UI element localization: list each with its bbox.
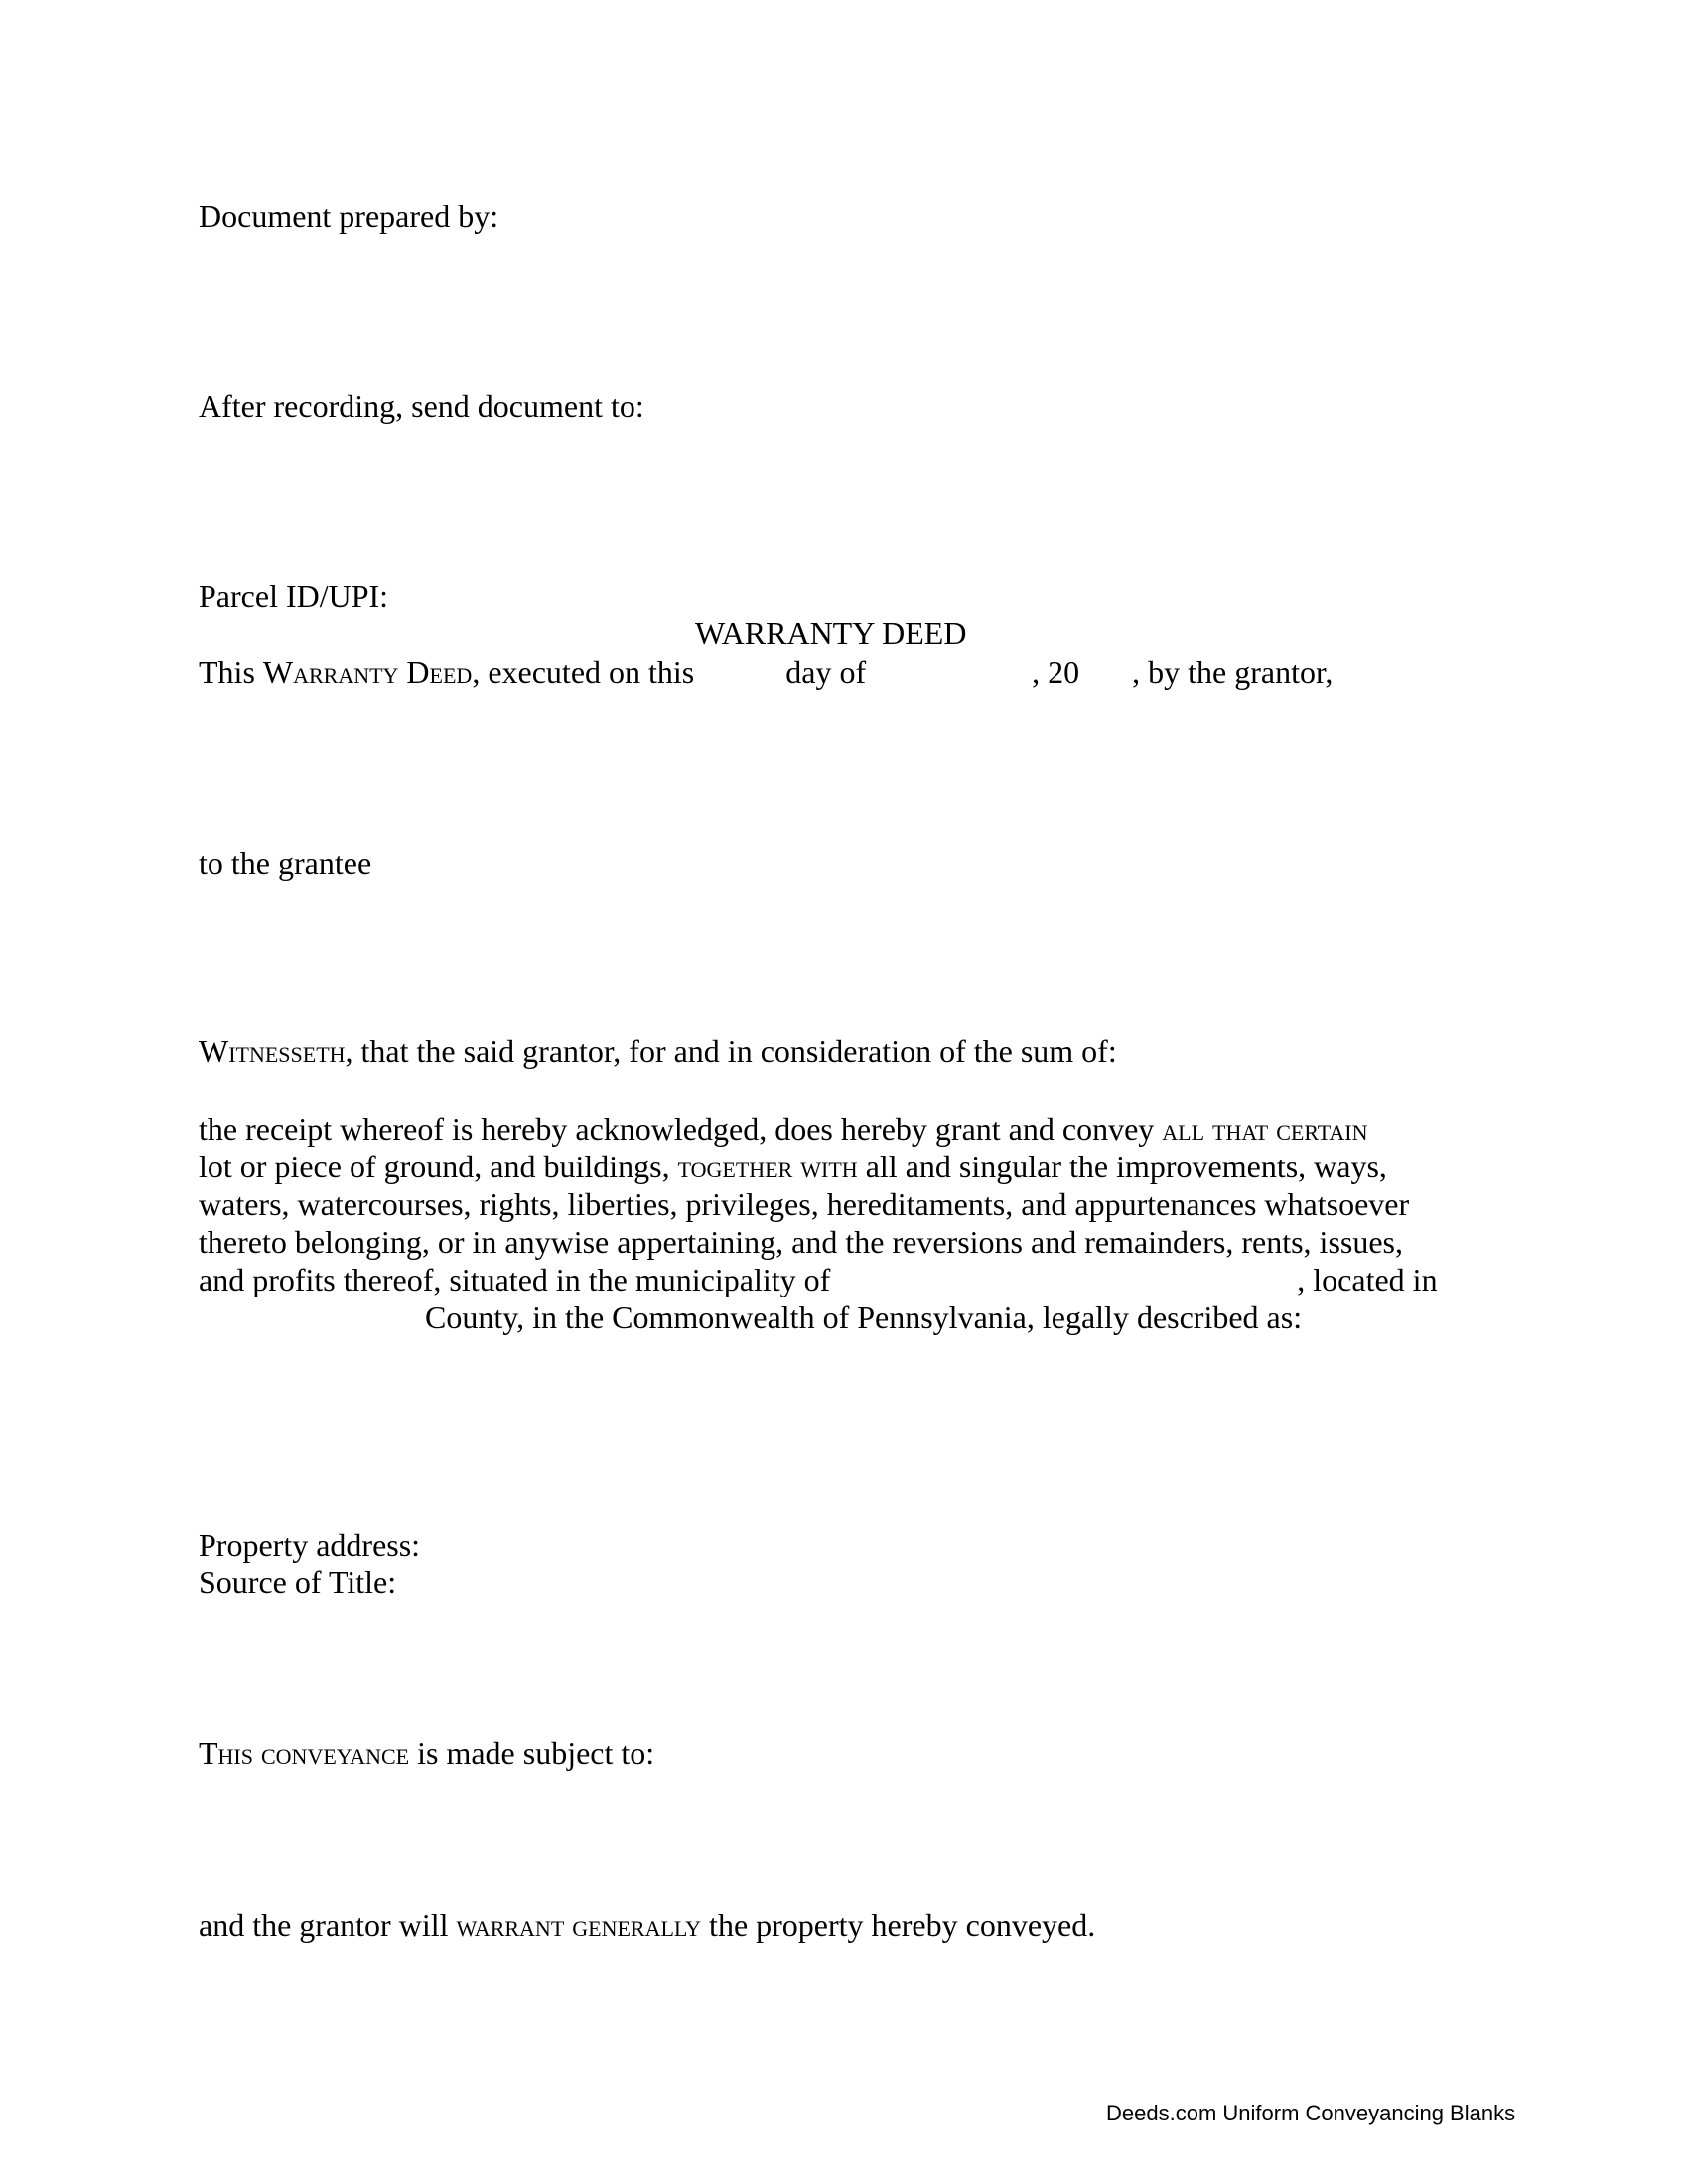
- subject-text: is made subject to:: [409, 1735, 655, 1771]
- conveyance-line-5: [199, 1261, 1438, 1298]
- witnesseth-keyword: Witnesseth: [199, 1033, 346, 1069]
- conveyance-line-3: waters, watercourses, rights, liberties, privileges, hereditaments, and appurtenances whatsoever: [199, 1186, 1410, 1222]
- subject-to-line: [199, 1734, 654, 1772]
- conveyance-text: , located in: [1297, 1262, 1438, 1297]
- parcel-id-label: Parcel ID/UPI:: [199, 578, 389, 614]
- together-with: together with: [677, 1149, 858, 1184]
- intro-line: [199, 653, 1333, 691]
- conveyance-text: and profits thereof, situated in the municipality of: [199, 1262, 831, 1297]
- intro-executed-on: , executed on this: [472, 654, 695, 690]
- intro-this: This: [199, 654, 263, 690]
- intro-day-of: day of: [785, 654, 867, 690]
- all-that-certain: all that certain: [1162, 1111, 1368, 1147]
- conveyance-line-1: [199, 1110, 1368, 1148]
- source-of-title-label: Source of Title:: [199, 1565, 397, 1600]
- grantee-label: to the grantee: [199, 845, 372, 881]
- intro-deed-name: Warranty Deed: [262, 654, 473, 690]
- warrant-generally: warrant generally: [456, 1907, 702, 1943]
- witnesseth-line: [199, 1032, 1117, 1070]
- warrant-line: [199, 1906, 1095, 1944]
- conveyance-line-6: County, in the Commonwealth of Pennsylvania, legally described as:: [425, 1299, 1303, 1335]
- conveyance-line-2: [199, 1148, 1387, 1185]
- conveyance-line-4: thereto belonging, or in anywise appertaining, and the reversions and remainders, rents, issues,: [199, 1224, 1403, 1260]
- this-conveyance: This conveyance: [199, 1735, 410, 1771]
- warrant-text: and the grantor will: [199, 1907, 457, 1943]
- conveyance-text: all and singular the improvements, ways,: [857, 1149, 1387, 1184]
- document-title: WARRANTY DEED: [695, 615, 967, 651]
- send-to-label: After recording, send document to:: [199, 388, 644, 424]
- intro-by-grantor: , by the grantor,: [1132, 654, 1334, 690]
- conveyance-text: the receipt whereof is hereby acknowledged, does hereby grant and convey: [199, 1111, 1163, 1147]
- witnesseth-text: , that the said grantor, for and in consideration of the sum of:: [345, 1033, 1117, 1069]
- intro-year-prefix: , 20: [1032, 654, 1080, 690]
- prepared-by-label: Document prepared by:: [199, 199, 499, 234]
- footer-source: Deeds.com Uniform Conveyancing Blanks: [1106, 2101, 1516, 2125]
- property-address-label: Property address:: [199, 1527, 421, 1563]
- conveyance-text: lot or piece of ground, and buildings,: [199, 1149, 678, 1184]
- warrant-text: the property hereby conveyed.: [701, 1907, 1096, 1943]
